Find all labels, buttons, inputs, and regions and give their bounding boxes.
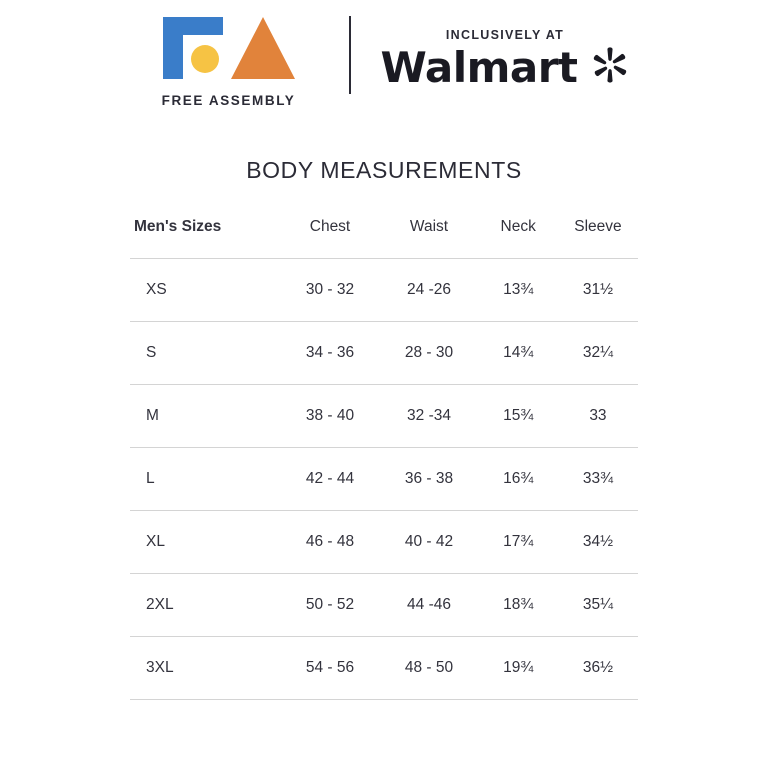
table-row <box>130 637 638 700</box>
cell-size: L <box>130 448 281 511</box>
cell-sleeve: 31½ <box>558 259 638 322</box>
cell-chest: 30 - 32 <box>281 259 380 322</box>
measurements-table-wrap <box>130 212 638 700</box>
table-row <box>130 259 638 322</box>
cell-neck: 15¾ <box>479 385 558 448</box>
table-body <box>130 259 638 700</box>
free-assembly-wordmark: FREE ASSEMBLY <box>161 93 296 108</box>
cell-size: S <box>130 322 281 385</box>
column-header-chest: Chest <box>309 218 351 235</box>
column-header-sizes: Men's Sizes <box>134 218 222 235</box>
cell-neck: 17¾ <box>479 511 558 574</box>
table-row <box>130 322 638 385</box>
cell-waist: 48 - 50 <box>380 637 479 700</box>
cell-neck: 16¾ <box>479 448 558 511</box>
cell-size: 3XL <box>130 637 281 700</box>
cell-sleeve: 33¾ <box>558 448 638 511</box>
table-row <box>130 448 638 511</box>
walmart-spark-icon <box>591 46 629 89</box>
cell-sleeve: 32¼ <box>558 322 638 385</box>
walmart-wordmark: Walmart <box>380 42 578 92</box>
cell-sleeve: 35¼ <box>558 574 638 637</box>
logo-divider <box>349 16 351 94</box>
cell-size: XS <box>130 259 281 322</box>
walmart-row <box>380 42 630 92</box>
cell-waist: 40 - 42 <box>380 511 479 574</box>
free-assembly-mark-icon <box>161 15 297 81</box>
body-measurements-table <box>130 212 638 700</box>
table-header <box>130 212 638 259</box>
table-header-row <box>130 212 638 259</box>
cell-chest: 34 - 36 <box>281 322 380 385</box>
cell-waist: 24 -26 <box>380 259 479 322</box>
column-header-sleeve: Sleeve <box>574 218 622 235</box>
cell-neck: 13¾ <box>479 259 558 322</box>
header <box>0 0 768 108</box>
free-assembly-logo <box>139 15 319 108</box>
cell-waist: 36 - 38 <box>380 448 479 511</box>
table-row <box>130 385 638 448</box>
cell-size: M <box>130 385 281 448</box>
table-row <box>130 511 638 574</box>
cell-waist: 28 - 30 <box>380 322 479 385</box>
cell-sleeve: 34½ <box>558 511 638 574</box>
column-header-waist: Waist <box>409 218 449 235</box>
page-title: BODY MEASUREMENTS <box>246 157 522 183</box>
cell-chest: 38 - 40 <box>281 385 380 448</box>
cell-sleeve: 33 <box>558 385 638 448</box>
cell-neck: 18¾ <box>479 574 558 637</box>
cell-size: XL <box>130 511 281 574</box>
column-header-neck: Neck <box>500 218 536 235</box>
cell-neck: 19¾ <box>479 637 558 700</box>
walmart-logo <box>381 28 630 95</box>
cell-chest: 54 - 56 <box>281 637 380 700</box>
cell-neck: 14¾ <box>479 322 558 385</box>
cell-sleeve: 36½ <box>558 637 638 700</box>
cell-chest: 42 - 44 <box>281 448 380 511</box>
table-row <box>130 574 638 637</box>
inclusively-at-label: INCLUSIVELY AT <box>445 28 565 42</box>
cell-size: 2XL <box>130 574 281 637</box>
cell-waist: 32 -34 <box>380 385 479 448</box>
cell-chest: 46 - 48 <box>281 511 380 574</box>
cell-chest: 50 - 52 <box>281 574 380 637</box>
cell-waist: 44 -46 <box>380 574 479 637</box>
